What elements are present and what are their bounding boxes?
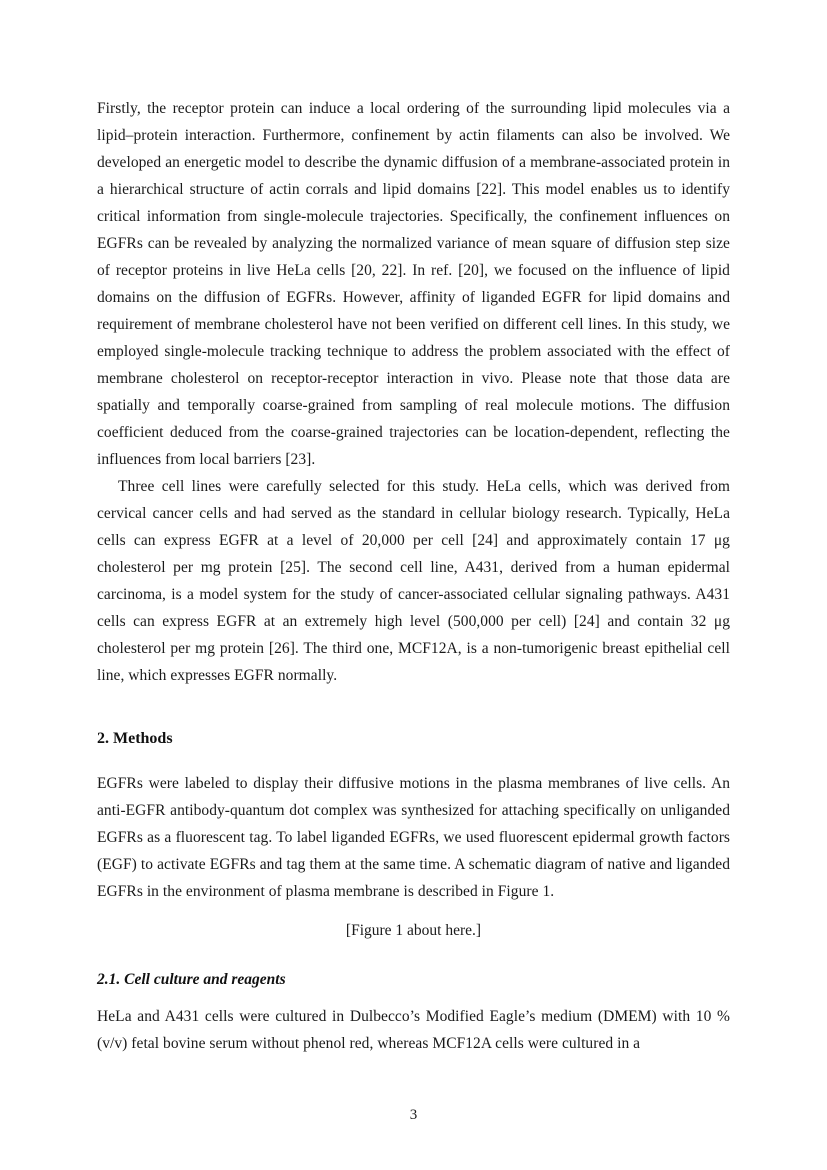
subsection-heading-cell-culture: 2.1. Cell culture and reagents bbox=[97, 971, 286, 988]
figure-placeholder-text: [Figure 1 about here.] bbox=[345, 922, 482, 939]
cell-culture-paragraph-1: HeLa and A431 cells were cultured in Dulbecco’s Modified Eagle’s medium (DMEM) with 10 % (v/v) fetal bovine serum without phenol red, whereas MCF12A cells were cultured in a bbox=[97, 1008, 730, 1052]
intro-paragraph-1: Firstly, the receptor protein can induce a local ordering of the surrounding lipid molecules via a lipid–protein interaction. Furthermore, confinement by actin filaments can also be involved. We developed an energetic model to describe the dynamic diffusion of a membrane-associated protein in a hierarchical structure of actin corrals and lipid domains [22]. This model enables us to identify critical information from single-molecule trajectories. Specifically, the confinement influences on EGFRs can be revealed by analyzing the normalized variance of mean square of diffusion step size of receptor proteins in live HeLa cells [20, 22]. In ref. [20], we focused on the influence of lipid domains on the diffusion of EGFRs. However, affinity of liganded EGFR for lipid domains and requirement of membrane cholesterol have not been verified on different cell lines. In this study, we employed single-molecule tracking technique to address the problem associated with the effect of membrane cholesterol on receptor-receptor interaction in vivo. Please note that those data are spatially and temporally coarse-grained from sampling of real molecule motions. The diffusion coefficient deduced from the coarse-grained trajectories can be location-dependent, reflecting the influences from local barriers [23]. bbox=[97, 100, 730, 468]
section-heading-methods: 2. Methods bbox=[97, 730, 173, 747]
intro-paragraph-2: Three cell lines were carefully selected for this study. HeLa cells, which was derived from cervical cancer cells and had served as the standard in cellular biology research. Typically, HeLa cells can express EGFR at a level of 20,000 per cell [24] and approximately contain 17 μg cholesterol per mg protein [25]. The second cell line, A431, derived from a human epidermal carcinoma, is a model system for the study of cancer-associated cellular signaling pathways. A431 cells can express EGFR at an extremely high level (500,000 per cell) [24] and contain 32 μg cholesterol per mg protein [26]. The third one, MCF12A, is a non-tumorigenic breast epithelial cell line, which expresses EGFR normally. bbox=[97, 478, 730, 684]
methods-paragraph-1: EGFRs were labeled to display their diffusive motions in the plasma membranes of live cells. An anti-EGFR antibody-quantum dot complex was synthesized for attaching specifically on unliganded EGFRs as a fluorescent tag. To label liganded EGFRs, we used fluorescent epidermal growth factors (EGF) to activate EGFRs and tag them at the same time. A schematic diagram of native and liganded EGFRs in the environment of plasma membrane is described in Figure 1. bbox=[97, 775, 730, 900]
page-footer bbox=[0, 1106, 827, 1124]
page-number: 3 bbox=[409, 1107, 418, 1123]
text-block bbox=[97, 95, 730, 1057]
